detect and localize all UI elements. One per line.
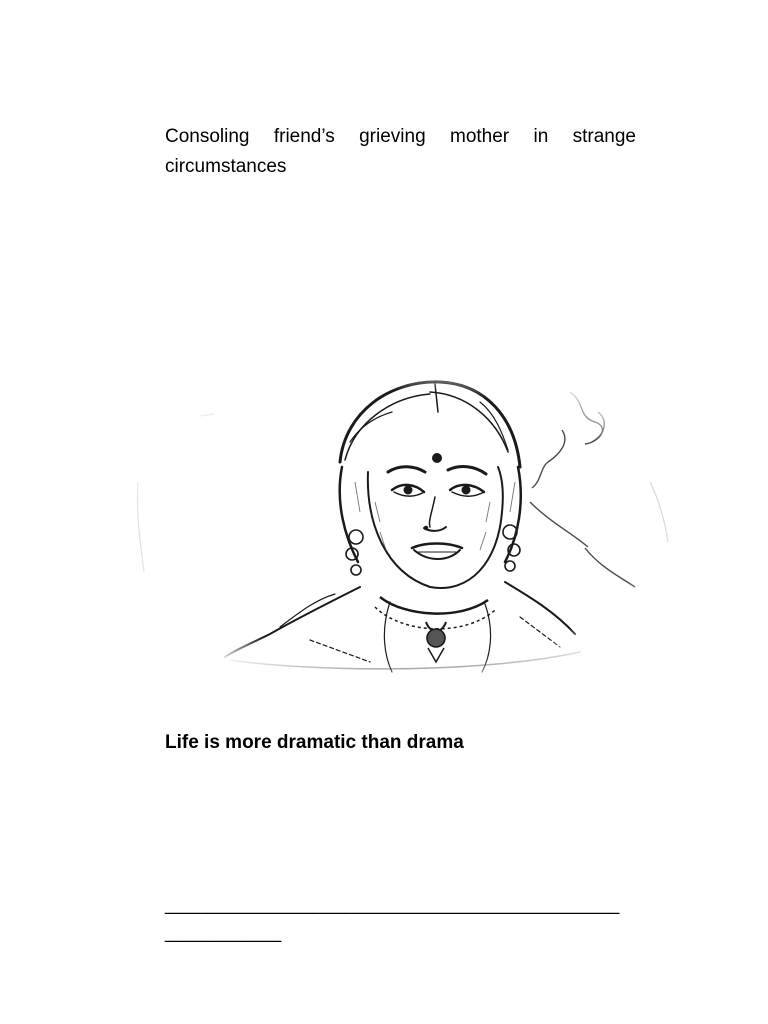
portrait-sketch-icon	[130, 372, 680, 682]
intro-paragraph: Consoling friend’s grieving mother in strange circumstances	[165, 126, 636, 177]
separator-line: ______________________________________________________	[165, 894, 620, 943]
tagline-heading: Life is more dramatic than drama	[165, 732, 464, 753]
